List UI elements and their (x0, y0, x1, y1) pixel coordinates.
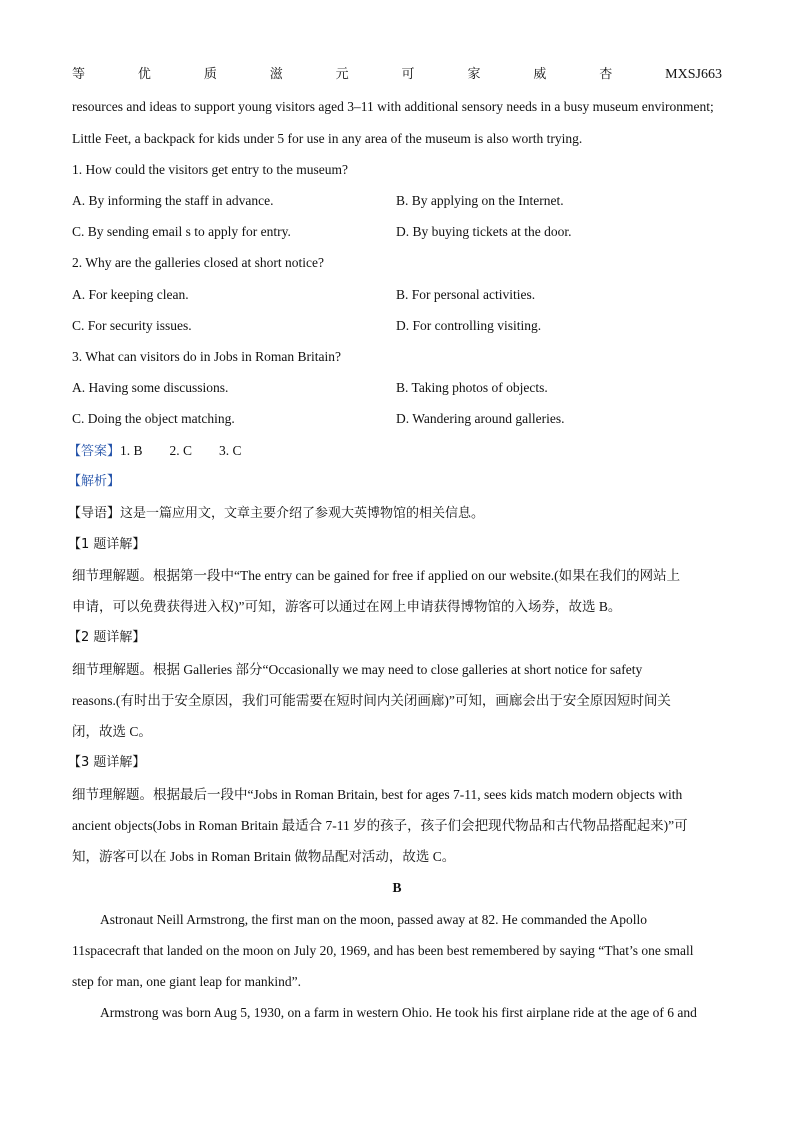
passage-line: step for man, one giant leap for mankind”. (72, 974, 302, 989)
detail-1-line: 细节理解题。根据第一段中“The entry can be gained for free if applied on our website.(如果在我们的网站上 (72, 568, 681, 583)
header-char: 质 (203, 67, 217, 82)
header-char: 等 (72, 67, 86, 82)
section-heading: B (392, 880, 402, 895)
detail-3-line: ancient objects(Jobs in Roman Britain 最适合 7-11 岁的孩子，孩子们会把现代物品和古代物品搭配起来)”可 (72, 818, 688, 833)
answer-text: 1. B 2. C 3. C (120, 443, 242, 458)
detail-1-line: 申请，可以免费获得进入权)”可知，游客可以通过在网上申请获得博物馆的入场券，故选 B。 (72, 599, 622, 614)
answer-row (68, 442, 722, 461)
header-char: 家 (467, 67, 481, 82)
answer-label: 【答案】 (68, 444, 121, 459)
detail-2-label: 【2 题详解】 (68, 630, 146, 645)
detail-3-label: 【3 题详解】 (68, 755, 146, 770)
header-code: MXSJ663 (665, 67, 722, 82)
option-a: A. For keeping clean. (72, 287, 189, 302)
passage-line: Astronaut Neill Armstrong, the first man on the moon, passed away at 82. He commanded the Apollo (100, 912, 648, 927)
header-char: 可 (401, 67, 415, 82)
option-d: D. Wandering around galleries. (396, 411, 565, 426)
option-c: C. For security issues. (72, 318, 192, 333)
option-d: D. For controlling visiting. (396, 318, 542, 333)
guide-row (68, 505, 722, 523)
detail-3-line: 知，游客可以在 Jobs in Roman Britain 做物品配对活动，故选 C。 (72, 849, 456, 864)
detail-3-line: 细节理解题。根据最后一段中“Jobs in Roman Britain, best for ages 7-11, sees kids match modern objects with (72, 787, 683, 802)
option-c: C. Doing the object matching. (72, 411, 235, 426)
option-b: B. Taking photos of objects. (396, 380, 548, 395)
option-d: D. By buying tickets at the door. (396, 224, 572, 239)
header-char: 优 (137, 67, 151, 82)
header-char: 元 (335, 67, 349, 82)
option-c: C. By sending email s to apply for entry. (72, 224, 291, 239)
passage-line: Armstrong was born Aug 5, 1930, on a farm in western Ohio. He took his first airplane ride at the age of 6 and (100, 1005, 697, 1020)
passage-line: 11spacecraft that landed on the moon on July 20, 1969, and has been best remembered by saying “That’s one small (72, 943, 694, 958)
guide-text: 这是一篇应用文，文章主要介绍了参观大英博物馆的相关信息。 (120, 506, 485, 521)
header-char: 滋 (269, 67, 283, 82)
question-stem: 2. Why are the galleries closed at short notice? (72, 255, 325, 270)
guide-label: 【导语】 (68, 506, 121, 521)
option-a: A. Having some discussions. (72, 380, 229, 395)
detail-2-line: 细节理解题。根据 Galleries 部分“Occasionally we may need to close galleries at short notice for safety (72, 662, 643, 677)
option-b: B. By applying on the Internet. (396, 193, 564, 208)
detail-2-line: 闭，故选 C。 (72, 724, 152, 739)
question-stem: 3. What can visitors do in Jobs in Roman Britain? (72, 349, 341, 364)
header-char: 杏 (599, 67, 613, 82)
detail-1-label: 【1 题详解】 (68, 537, 146, 552)
intro-line: Little Feet, a backpack for kids under 5 for use in any area of the museum is also worth trying. (72, 131, 583, 146)
option-b: B. For personal activities. (396, 287, 536, 302)
option-a: A. By informing the staff in advance. (72, 193, 274, 208)
detail-2-line: reasons.(有时出于安全原因，我们可能需要在短时间内关闭画廊)”可知，画廊会出于安全原因短时间关 (72, 693, 671, 708)
analysis-label: 【解析】 (68, 474, 121, 489)
intro-line: resources and ideas to support young visitors aged 3–11 with additional sensory needs in a busy museum environment; (72, 99, 714, 114)
header-char: 威 (533, 67, 547, 82)
page-header (72, 66, 722, 84)
question-stem: 1. How could the visitors get entry to the museum? (72, 162, 348, 177)
